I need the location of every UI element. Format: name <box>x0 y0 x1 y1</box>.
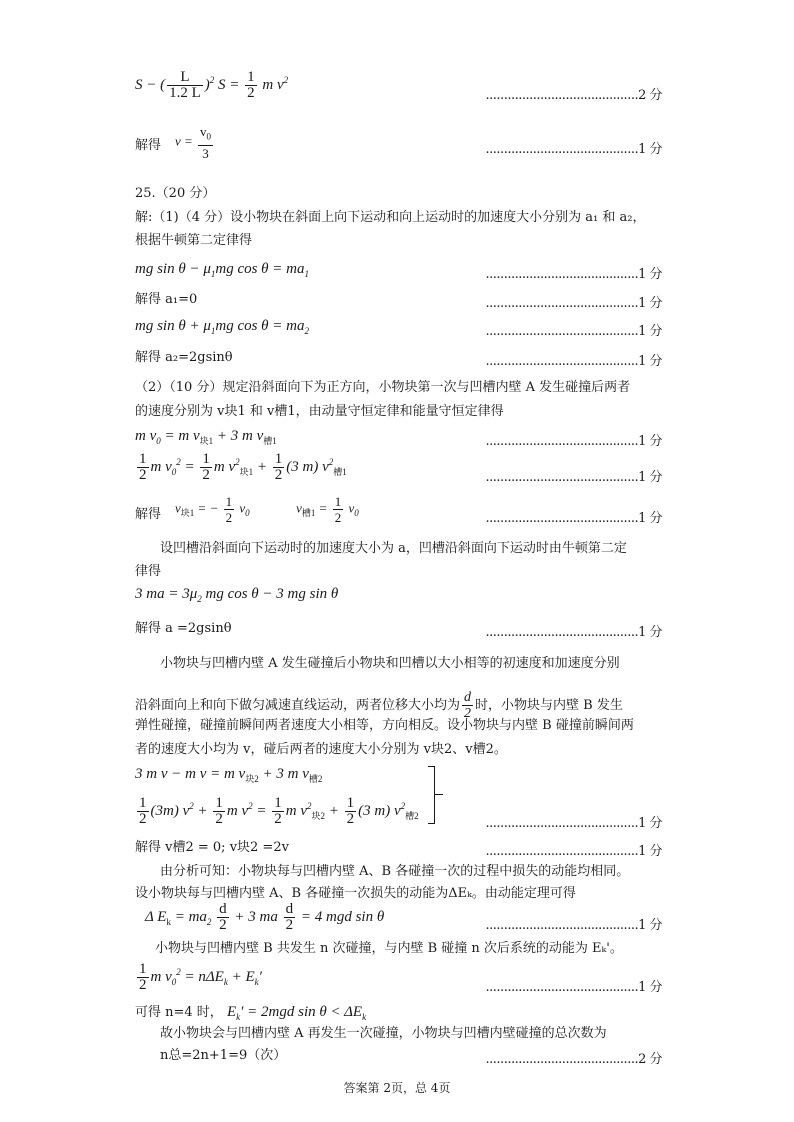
final-answer: n总=2n+1=9（次） <box>160 1048 287 1063</box>
question-header: 25.（20 分） <box>135 186 216 201</box>
paragraph-part2: （2）（10 分）规定沿斜面向下为正方向，小物块第一次与凹槽内壁 A 发生碰撞后两者 <box>135 380 631 395</box>
equation-delta-ek: Δ $E_k = ma_2$ $\frac{d}{2}$ + 3 ma $\frac{d}{2}$ = 4 mgd sin θ <box>145 901 385 933</box>
equation-energy: $\frac{1}{2}$ m $v_0^2$ = $\frac{1}{2}$ m $v^2_{块1}$ + $\frac{1}{2}$ (3 m) $v^2_{槽1}$ <box>139 451 347 483</box>
equation-momentum: m $v_0 = m$ $v_{块1} + 3$ m $v_{槽1}$ <box>135 428 277 446</box>
score-line: ..........................................2 分 <box>485 88 662 103</box>
score-line: ..........................................1 分 <box>485 142 662 157</box>
score-line: ..........................................1 分 <box>485 434 662 449</box>
equation-energy-2: $\frac{1}{2}$ (3m) $v^2$ + $\frac{1}{2}$ m $v^2$ = $\frac{1}{2}$ m $v^2_{块2}$ + $\frac{1}{2}$ (3 m) $v^2_{槽2}$ <box>139 795 419 827</box>
equation-energy-loss: S − ( $\frac{L}{1.2 L}$ )$^2$ S = $\frac{1}{2}$ m $v^2$ <box>135 69 289 101</box>
result-a2: 解得 a₂=2gsinθ <box>135 350 233 365</box>
paragraph-part1: 解:（1)（4 分）设小物块在斜面上向下运动和向上运动时的加速度大小分别为 a₁ 和 a₂， <box>135 210 646 225</box>
paragraph-groove-accel: 律得 <box>135 564 162 579</box>
score-line: ..........................................1 分 <box>485 354 662 369</box>
equation-brace <box>428 766 435 824</box>
equation-groove: 3 ma = $3\mu_2$ mg cos θ − 3 mg sin θ <box>135 586 339 604</box>
paragraph-part2: 的速度分别为 v块1 和 v槽1，由动量守恒定律和能量守恒定律得 <box>135 404 504 419</box>
paragraph-collision-analysis: 者的速度大小均为 v，碰后两者的速度大小分别为 v块2、v槽2。 <box>135 742 507 757</box>
equation-v-result: v = $\frac{v_0}{3}$ <box>175 124 212 161</box>
paragraph-collision-analysis: 小物块与凹槽内壁 A 发生碰撞后小物块和凹槽以大小相等的初速度和加速度分别 <box>160 656 620 671</box>
equation-velocities: $v_{块1}$ = − $\frac{1}{2}$ $v_0$ $v_{槽1}$ = $\frac{1}{2}$ $v_0$ <box>175 494 359 525</box>
paragraph-energy-loss: 设小物块每与凹槽内壁 A、B 各碰撞一次损失的动能为ΔEₖ。由动能定理可得 <box>135 886 576 901</box>
score-line: ..........................................1 分 <box>485 267 662 282</box>
equation-total-energy: $\frac{1}{2}$ m $v_0^2 = n\Delta E_k + E_k'$ <box>139 961 262 993</box>
equation-brace-tick <box>435 794 443 795</box>
paragraph-conclusion: 可得 n=4 时， $E_k' = 2mgd$ $\sin \theta < \Delta E_k$ <box>135 1004 367 1022</box>
solve-label: 解得 <box>135 507 162 522</box>
score-line: ..........................................1 分 <box>485 816 662 831</box>
equation-momentum-2: 3 m v − m v = m $v_{块2} + 3$ m $v_{槽2}$ <box>135 766 323 784</box>
score-line: ..........................................1 分 <box>485 296 662 311</box>
paragraph-collision-analysis: 弹性碰撞，碰撞前瞬间两者速度大小相等，方向相反。设小物块与内壁 B 碰撞前瞬间两 <box>135 718 634 733</box>
paragraph-energy-loss: 由分析可知：小物块每与凹槽内壁 A、B 各碰撞一次的过程中损失的动能均相同。 <box>160 864 630 879</box>
paragraph-n-collisions: 小物块与凹槽内壁 B 共发生 n 次碰撞，与内壁 B 碰撞 n 次后系统的动能为 Eₖ'。 <box>155 941 623 956</box>
result-a: 解得 a =2gsinθ <box>135 621 232 636</box>
equation-down-motion: mg $\sin \theta - \mu_1mg$ $\cos \theta = ma_1$ <box>135 261 310 279</box>
result-a1: 解得 a₁=0 <box>135 292 198 307</box>
page-footer: 答案第 2页，总 4页 <box>343 1081 451 1095</box>
score-line: ..........................................2 分 <box>485 1052 662 1067</box>
score-line: ..........................................1 分 <box>485 844 662 859</box>
solve-label: 解得 <box>135 138 162 153</box>
score-line: ..........................................1 分 <box>485 980 662 995</box>
score-line: ..........................................1 分 <box>485 918 662 933</box>
score-line: ..........................................1 分 <box>485 511 662 526</box>
score-line: ..........................................1 分 <box>485 625 662 640</box>
score-line: ..........................................1 分 <box>485 470 662 485</box>
score-line: ..........................................1 分 <box>485 324 662 339</box>
equation-up-motion: mg $\sin \theta + \mu_1mg$ $\cos \theta = ma_2$ <box>135 318 310 336</box>
paragraph-conclusion: 故小物块会与凹槽内壁 A 再发生一次碰撞，小物块与凹槽内壁碰撞的总次数为 <box>160 1026 607 1041</box>
paragraph-collision-analysis: 沿斜面向上和向下做匀减速直线运动，两者位移大小均为 $\frac{d}{2}$ 时，小物块与内壁 B 发生 <box>135 690 623 721</box>
result-v2: 解得 v槽2 = 0; v块2 =2v <box>135 840 289 855</box>
paragraph-part1: 根据牛顿第二定律得 <box>135 233 253 248</box>
paragraph-groove-accel: 设凹槽沿斜面向下运动时的加速度大小为 a，凹槽沿斜面向下运动时由牛顿第二定 <box>160 541 627 556</box>
